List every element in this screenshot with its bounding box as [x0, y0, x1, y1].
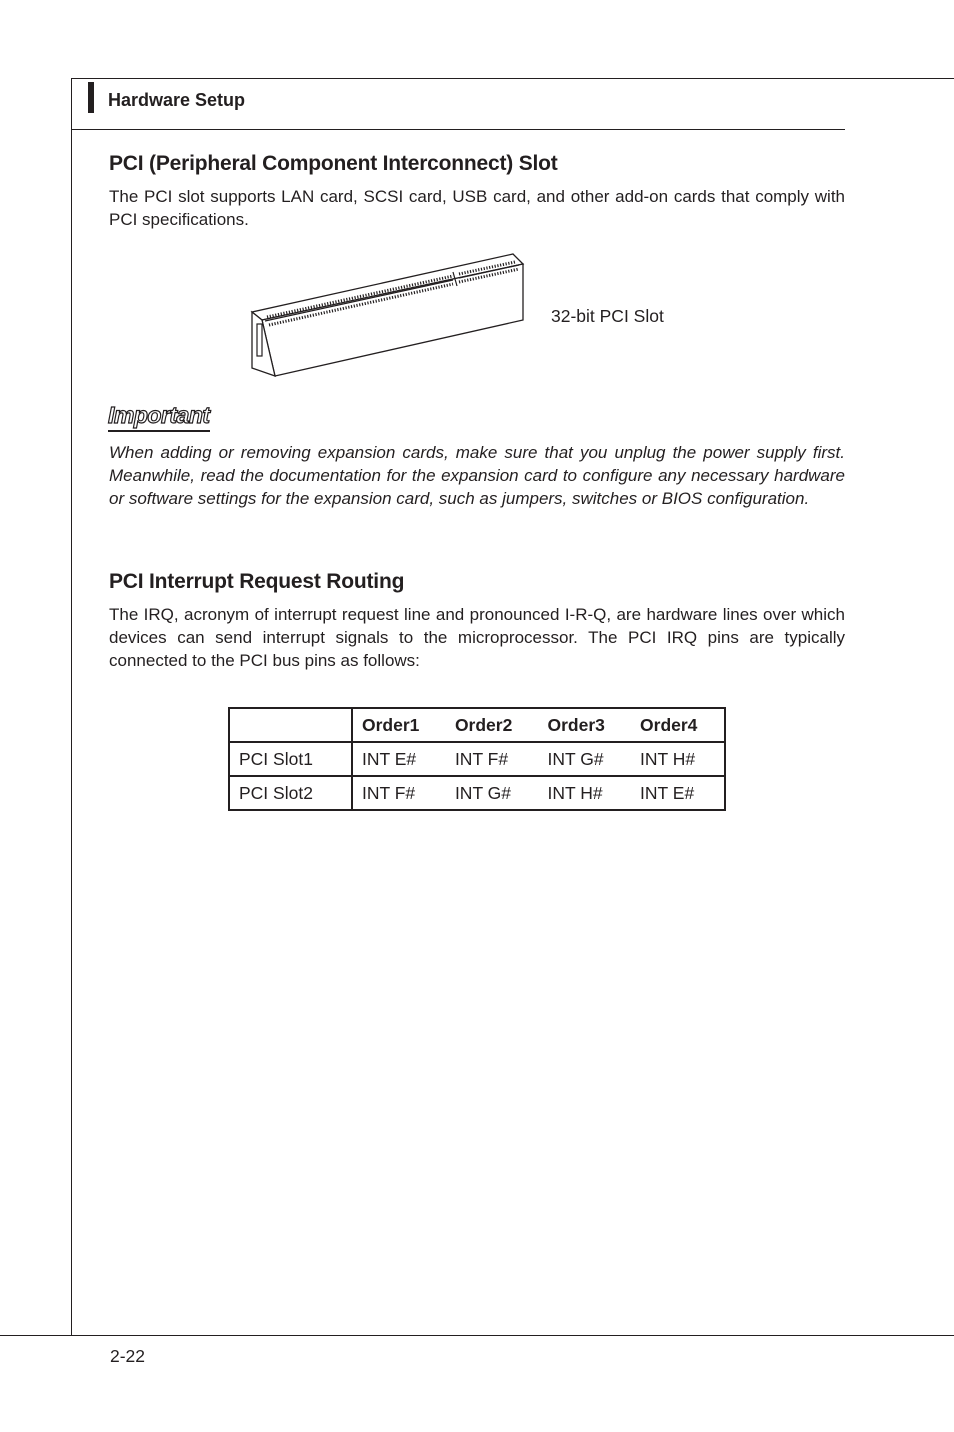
table-cell: PCI Slot1 — [229, 742, 352, 776]
table-cell: INT H# — [547, 782, 603, 803]
table-header-row — [229, 708, 725, 742]
section-body-pci-slot: The PCI slot supports LAN card, SCSI card, USB card, and other add-on cards that comply with PCI specifications. — [109, 187, 845, 229]
important-note-body: When adding or removing expansion cards, make sure that you unplug the power supply first. Meanwhile, read the documentation for the expansion card to configure any necessary hardware or software settings for the expansion card, such as jumpers, switches or BIOS configuration. — [109, 443, 845, 508]
table-header-cell: Order2 — [454, 714, 513, 735]
table-header-cell — [229, 708, 352, 742]
table-row — [229, 742, 725, 776]
important-note-heading: Important — [108, 402, 210, 432]
header-title: Hardware Setup — [108, 90, 246, 110]
section-title-irq-routing: PCI Interrupt Request Routing — [109, 570, 405, 593]
header-marker-bar — [88, 82, 94, 113]
left-margin-rule — [71, 78, 72, 1336]
top-rule — [71, 78, 954, 79]
table-cell: INT F# — [362, 782, 416, 803]
table-header-cell: Order1 — [362, 714, 420, 735]
footer-rule — [0, 1335, 954, 1336]
table-cell: INT G# — [454, 782, 512, 803]
pci-slot-figure-label: 32-bit PCI Slot — [551, 306, 664, 326]
table-cell: INT E# — [362, 748, 417, 769]
header-rule — [71, 129, 845, 130]
pci-slot-illustration — [245, 248, 530, 383]
table-cell: INT H# — [640, 748, 696, 769]
table-header-cell: Order3 — [547, 714, 605, 735]
table-row — [229, 776, 725, 810]
table-cell: INT E# — [640, 782, 695, 803]
section-title-pci-slot: PCI (Peripheral Component Interconnect) Slot — [109, 152, 558, 175]
irq-routing-table — [228, 707, 726, 811]
table-cell: INT G# — [547, 748, 604, 769]
section-body-irq-routing: The IRQ, acronym of interrupt request line and pronounced I-R-Q, are hardware lines over which devices can send interrupt signals to the microprocessor. The PCI IRQ pins are typically connected to the PCI bus pins as follows: — [109, 605, 845, 670]
table-cell: INT F# — [454, 748, 509, 769]
table-header-cell: Order4 — [640, 714, 698, 735]
page-number: 2-22 — [110, 1346, 146, 1366]
table-cell: PCI Slot2 — [229, 776, 352, 810]
